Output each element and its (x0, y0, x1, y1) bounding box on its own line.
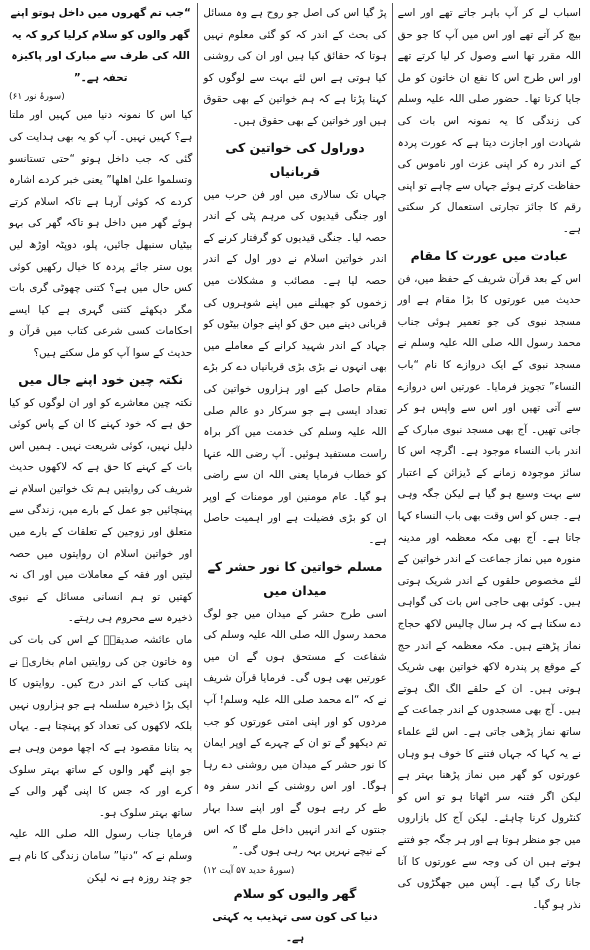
paragraph: فرمایا جناب رسول اللہ صلی اللہ علیہ وسلم نے کہ “دنیا” سامان زندگی کا نام ہے جو چند روزہ ہے نہ لیکن (9, 828, 193, 884)
paragraph: جہاں تک سالاری میں اور فن حرب میں اور جنگی قیدیوں کی مرہم پٹی کے اندر حصہ لیا۔ جنگی قیدیوں کو گرفتار کرنے کے اندر خواتین اسلام نے دور اول کے اندر حصہ لیا ہے۔ مصائب و مشکلات میں زخموں کو جھیلنے میں اپنے شوہروں کی قربانی دینے میں حق کو اپنے جوان بیٹوں کو جہاد کے اندر شہید کرانے کے معاملے میں بھی انہوں نے بڑی بڑی قربانیاں دے کر بڑے مقام حاصل کیے اور ہزاروں خواتین کی تعداد ایسی ہے جو سرکار دو عالم صلی اللہ علیہ وسلم کی خدمت میں آکر براہ راست مستفید ہوئیں۔ آپ رضی اللہ عنہا کو خطاب فرمایا یعنی اللہ ان سے راضی ہو گیا۔ عام مومنین اور مومنات کے اوپر ان کو بڑی فضیلت ہے اور اہمیت حاصل ہے۔ (203, 188, 387, 547)
paragraph: نکتہ چین معاشرے کو اور ان لوگوں کو کیا حق ہے کہ خود کہنے کا ان کے پاس کوئی دلیل نہیں، کوئی شریعت نہیں۔ ہمیں اس بات کے کہنے کا حق ہے کہ لاکھوں حدیث شریف کی روایتیں ہم تک خواتین اسلام نے پہنچائیں جو عمل کے بارے میں، زندگی سے متعلق اور زوجین کے تعلقات کے بارے میں اور خواتین اسلام ان روایتوں میں حصہ لیتیں اور فقہ کے معاملات میں اور اک نہ کھتیں تو ہم انسانی مسائل کے نبوی ذخیرہ سے محروم ہی رہتے۔ (9, 396, 193, 625)
section-heading: گھر والیوں کو سلام (233, 885, 357, 901)
section-heading: عبادت میں عورت کا مقام (410, 247, 569, 263)
paragraph: ماں عائشہ صدیقہؓ کے اس کی بات کی وہ خاتون جن کی روایتیں امام بخاریؒ نے اپنی کتاب کے اندر درج کیں۔ روایتوں کا ایک بڑا ذخیرہ سلسلہ ہے جو ہزاروں نہیں بلکہ لاکھوں کی تعداد کو پہنچتا ہے۔ یہاں یہ بتانا مقصود ہے کہ اچھا مومن وہی ہے جو اپنے گھر والوں کے ساتھ بہتر سلوک کرے اور کہ جس کا اپنی گھر والی کے ساتھ بہتر سلوک ہو۔ (9, 634, 193, 819)
paragraph: اس کے بعد قرآن شریف کے حفظ میں، فن حدیث میں عورتوں کا بڑا مقام ہے اور مسجد نبوی کی جو تعمیر ہوئی جناب محمد رسول اللہ صلی اللہ علیہ وسلم نے مسجد نبوی کے ایک دروازے کا نام “باب النساء” تجویز فرمایا۔ عورتیں اس دروازے سے آتی تھیں اور اس سے واپس ہو کر جاتی تھیں۔ آج بھی مسجد نبوی مبارک کے اندر باب النساء موجود ہے۔ اگرچہ اس کا سائز موجودہ زمانے کے ڈیزائن کے اعتبار سے بہت وسیع ہو گیا ہے لیکن جگہ وہی ہے۔ جس کو اس وقت بھی باب النساء کہا جاتا ہے۔ آج بھی مکہ معظمہ اور مدینہ منورہ میں نماز جماعت کے اندر خواتین کے لئے مخصوص حلقوں کے اندر شریک ہوتی ہیں۔ کوئی بھی حاجی اس بات کی گواہی دے سکتا ہے کہ ہر سال چالیس لاکھ حجاج نماز پڑھتے ہیں۔ مکہ معظمہ کے اندر حج کے موقع پر پندرہ لاکھ خواتین بھی شریک ہوتی ہیں۔ ان کے حلقے الگ الگ ہوتے ہیں۔ آج بھی مسجدوں کے اندر جماعت کے ساتھ نماز پڑھی جاتی ہے۔ اس لئے علماء نے یہ کہا کہ جہاں فتنے کا خوف ہو وہاں عورتوں کو گھر میں نماز پڑھنا بہتر ہے لیکن اگر فتنہ سر اٹھاتا ہو تو اس کو کنٹرول کرنا چاہئے۔ لیکن آج کل بازاروں میں جو منظر ہوتا ہے اور ہر جگہ جو فتنے ہوتے ہیں ان کی وجہ سے عورتوں کا آنا جانا رک گیا ہے۔ آپس میں جھگڑوں کی نذر ہو گیا۔ (397, 272, 581, 911)
column-container (4, 3, 586, 945)
verse-reference: (سورۂ حدید ۵۷ آیت ۱۲) (203, 865, 295, 876)
quran-verse: “جب تم گھروں میں داخل ہوتو اپنے گھر والوں کو سلام کرلیا کرو کہ یہ اللہ کی طرف سے مبارک اور پاکیزہ تحفہ ہے۔” (10, 7, 191, 84)
column-right (393, 3, 586, 911)
paragraph: پڑ گیا اس کی اصل جو روح ہے وہ مسائل کی بحث کے اندر کہ کو گئی معلوم نہیں ہوتا کہ حقائق کیا ہیں اور ان کی روشنی کیا ہوتی ہے اس لئے بہت سے لوگوں کو کہنا پڑتا ہے کہ ہم خواتین کے بھی حقوق ہیں اور خواتین کے بھی حقوق ہیں۔ (203, 7, 387, 127)
verse-reference: (سورۂ نور ۶۱) (9, 92, 65, 103)
section-heading: دوراول کی خواتین کی قربانیاں (225, 139, 365, 179)
column-middle (197, 3, 392, 945)
paragraph: اسی طرح حشر کے میدان میں جو لوگ محمد رسول اللہ صلی اللہ علیہ وسلم کی شفاعت کے مستحق ہوں گے ان میں عورتیں بھی ہوں گی۔ فرمایا قرآن شریف نے کہ “اے محمد صلی اللہ علیہ وسلم! آپ مردوں کو اور اپنی امتی عورتوں کو جب تم دیکھو گے تو ان کے چہرے کے اوپر ایمان کا نور حشر کے میدان میں روشنی دے رہا ہوگا۔ اور اس روشنی کے اندر سفر وہ طے کر رہے ہوں گے اور اپنے سدا بہار جنتوں کے اندر انہیں داخل ملے گا کہ اس کے نیچے نہریں بہہ رہی ہوں گی۔” (203, 607, 387, 858)
paragraph: اسباب لے کر آپ باہر جاتے تھے اور اسے بیچ کر آتے تھے اور اس میں آپ کا جو حق اللہ مقرر تھا اسے وصول کر لیا کرتے تھے اور اس طرح اس کا نفع ان خاتون کو مل جایا کرتا تھا۔ حضور صلی اللہ علیہ وسلم کی زندگی کا یہ نمونہ اس بات کی شہادت اور اجازت دیتا ہے کہ عورت پردہ کے اندر رہ کر اپنی عزت اور ناموس کی حفاظت کرتے ہوئے جہاں سے چاہے تو اپنی رقم کا جائز تجارتی استعمال کر سکتی ہے۔ (397, 7, 581, 235)
section-heading: مسلم خواتین کا نور حشر کے میدان میں (207, 558, 383, 598)
paragraph: کیا اس کا نمونہ دنیا میں کہیں اور ملتا ہے؟ کہیں نہیں۔ آپ کو یہ بھی ہدایت کی گئی کہ جب داخل ہوتو “حتی تستانسو وتسلموا علیٰ اھلھا” یعنی خبر کردے اشارہ کردے کہ کوئی آرہا ہے تاکہ اسلام کرتے ہوئے گھر میں داخل ہو تاکہ گھر کی بہو بیٹیاں سنبھل جائیں، پلو، دوپٹہ اوڑھ لیں یوں ستر جائے پردہ کا خیال رکھیں کوئی کس حال میں ہے؟ کتنی چھوٹی گری بات مگر دیکھئے کتنی گہری ہے کیا ایسے احکامات کسی شرعی کتاب میں قرآن و حدیث کے سوا آپ کو مل سکتے ہیں؟ (9, 109, 193, 359)
column-left (4, 3, 197, 884)
paragraph: دنیا کی کون سی تہذیب یہ کہتی ہے۔ (212, 910, 378, 945)
section-heading: نکتہ چین خود اپنے جال میں (18, 371, 184, 387)
